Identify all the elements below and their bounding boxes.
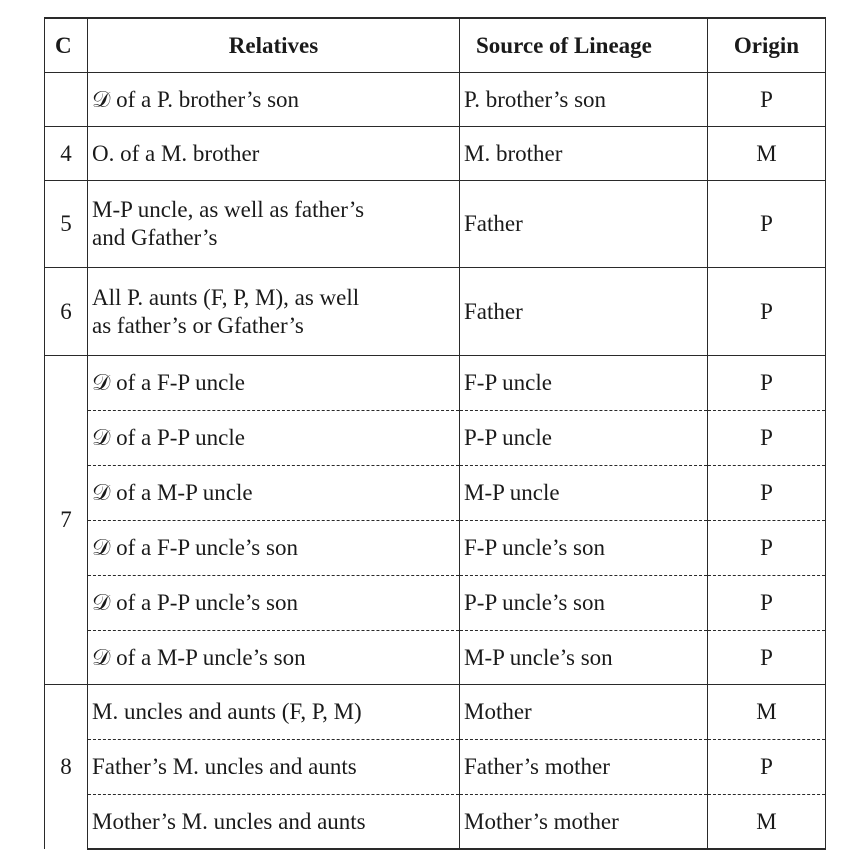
table-row <box>45 466 826 521</box>
c-cell: 5 <box>45 181 88 268</box>
table-row <box>45 356 826 411</box>
source-cell: M-P uncle <box>460 466 708 521</box>
c-cell: 6 <box>45 268 88 356</box>
table-row <box>45 268 826 356</box>
table-row <box>45 576 826 631</box>
source-cell: Father <box>460 181 708 268</box>
table-row <box>45 685 826 740</box>
table-row <box>45 795 826 850</box>
source-cell: P-P uncle’s son <box>460 576 708 631</box>
origin-cell: P <box>708 268 826 356</box>
relatives-cell: 𝒟 of a P. brother’s son <box>88 73 460 127</box>
table-row <box>45 73 826 127</box>
relatives-cell: 𝒟 of a F-P uncle’s son <box>88 521 460 576</box>
lineage-table <box>44 17 826 850</box>
c-cell <box>45 73 88 127</box>
source-cell: P. brother’s son <box>460 73 708 127</box>
header-origin: Origin <box>708 18 826 73</box>
origin-cell: P <box>708 356 826 411</box>
relatives-cell: 𝒟 of a P-P uncle <box>88 411 460 466</box>
relatives-cell <box>88 181 460 268</box>
relatives-cell: Father’s M. uncles and aunts <box>88 740 460 795</box>
relatives-line: All P. aunts (F, P, M), as well <box>92 284 360 310</box>
c-cell: 4 <box>45 127 88 181</box>
relatives-cell: 𝒟 of a P-P uncle’s son <box>88 576 460 631</box>
table-row <box>45 631 826 685</box>
source-cell: Father <box>460 268 708 356</box>
header-row <box>45 18 826 73</box>
origin-cell: P <box>708 73 826 127</box>
source-cell: Mother <box>460 685 708 740</box>
c-cell: 8 <box>45 685 88 850</box>
relatives-cell: M. uncles and aunts (F, P, M) <box>88 685 460 740</box>
origin-cell: M <box>708 685 826 740</box>
relatives-line: as father’s or Gfather’s <box>92 312 304 338</box>
origin-cell: P <box>708 740 826 795</box>
relatives-cell <box>88 268 460 356</box>
table-row <box>45 740 826 795</box>
table-row <box>45 127 826 181</box>
header-c: C <box>45 18 88 73</box>
relatives-line: and Gfather’s <box>92 225 218 250</box>
origin-cell: P <box>708 631 826 685</box>
header-relatives: Relatives <box>88 18 460 73</box>
origin-cell: M <box>708 127 826 181</box>
origin-cell: M <box>708 795 826 850</box>
source-cell: F-P uncle <box>460 356 708 411</box>
relatives-cell: O. of a M. brother <box>88 127 460 181</box>
relatives-line: M-P uncle, as well as father’s <box>92 197 365 223</box>
relatives-cell: Mother’s M. uncles and aunts <box>88 795 460 850</box>
relatives-cell: 𝒟 of a M-P uncle’s son <box>88 631 460 685</box>
relatives-cell: 𝒟 of a F-P uncle <box>88 356 460 411</box>
source-cell: F-P uncle’s son <box>460 521 708 576</box>
table-row <box>45 411 826 466</box>
source-cell: Mother’s mother <box>460 795 708 850</box>
origin-cell: P <box>708 181 826 268</box>
source-cell: Father’s mother <box>460 740 708 795</box>
origin-cell: P <box>708 466 826 521</box>
relatives-cell: 𝒟 of a M-P uncle <box>88 466 460 521</box>
c-cell: 7 <box>45 356 88 685</box>
table-row <box>45 521 826 576</box>
source-cell: M. brother <box>460 127 708 181</box>
source-cell: M-P uncle’s son <box>460 631 708 685</box>
table-row <box>45 181 826 268</box>
origin-cell: P <box>708 521 826 576</box>
source-cell: P-P uncle <box>460 411 708 466</box>
origin-cell: P <box>708 411 826 466</box>
origin-cell: P <box>708 576 826 631</box>
header-source-of-lineage: Source of Lineage <box>460 18 708 73</box>
